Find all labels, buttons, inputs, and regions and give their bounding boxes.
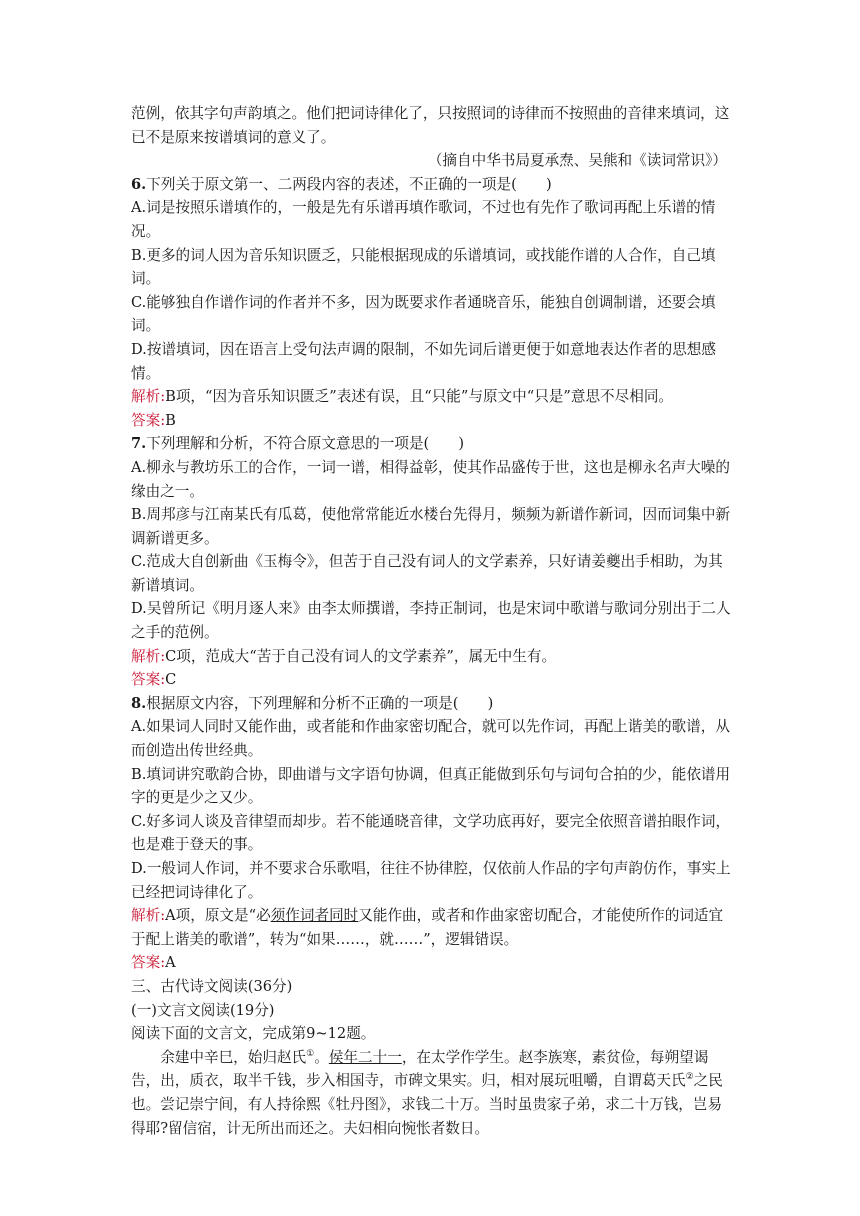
analysis-text: B项，“因为音乐知识匮乏”表述有误，且“只能”与原文中“只是”意思不尽相同。 — [165, 388, 674, 406]
question-text: 根据原文内容，下列理解和分析不正确的一项是( ) — [146, 694, 494, 712]
answer — [131, 951, 731, 975]
section-heading: 三、古代诗文阅读(36分) — [131, 977, 293, 995]
question-text: 下列理解和分析，不符合原文意思的一项是( ) — [146, 435, 465, 453]
answer-label: 答案: — [131, 411, 166, 429]
option-b: B.周邦彦与江南某氏有瓜葛，使他常常能近水楼台先得月，频频为新谱作新词，因而词集中新调新谱更多。 — [131, 506, 731, 547]
analysis-label: 解析: — [131, 907, 166, 925]
question-8 — [131, 692, 731, 975]
question-7 — [131, 432, 731, 692]
option-c: C.能够独自作谱作词的作者并不多，因为既要求作者通晓音乐，能独自创调制谱，还要会填词。 — [131, 293, 716, 335]
subsection-heading: (一)文言文阅读(19分) — [131, 1001, 275, 1019]
question-stem — [131, 692, 731, 716]
analysis-text: C项，范成大“苦于自己没有词人的文学素养”，属无中生有。 — [165, 647, 557, 665]
source-citation: （摘自中华书局夏承焘、吴熊和《读词常识》） — [427, 152, 727, 170]
option-d: D.一般词人作词，并不要求合乐歌唱，往往不协律腔，仅依前人作品的字句声韵仿作，事实上已经把词诗律化了。 — [131, 860, 731, 901]
answer-label: 答案: — [131, 671, 166, 689]
answer-value: A — [165, 954, 176, 972]
analysis-label: 解析: — [131, 388, 166, 406]
option-b: B.更多的词人因为音乐知识匮乏，只能根据现成的乐谱填词，或找能作谱的人合作，自己填词。 — [131, 246, 716, 288]
option-c: C.好多词人谈及音律望而却步。若不能通晓音律，文学功底再好，要完全依照音谱拍眼作词，也是难于登天的事。 — [131, 812, 731, 854]
question-stem — [131, 432, 731, 456]
answer — [131, 668, 731, 692]
option-d: D.按谱填词，因在语言上受句法声调的限制，不如先词后谱更便于如意地表达作者的思想感情。 — [131, 340, 716, 382]
answer-label: 答案: — [131, 954, 166, 972]
question-text: 下列关于原文第一、二两段内容的表述，不正确的一项是( ) — [146, 175, 552, 193]
question-6 — [131, 173, 731, 433]
analysis-label: 解析: — [131, 647, 166, 665]
passage-text: 余建中辛巳，始归赵氏 — [160, 1048, 307, 1066]
question-number: 7. — [131, 435, 147, 453]
passage-text: 。 — [314, 1048, 329, 1066]
option-d: D.吴曾所记《明月逐人来》由李太师撰谱，李持正制词，也是宋词中歌谱与歌词分别出于二人之手的范例。 — [131, 600, 731, 642]
option-c: C.范成大自创新曲《玉梅令》，但苦于自己没有词人的文学素养，只好请姜夔出手相助，为其新谱填词。 — [131, 553, 723, 594]
option-a: A.词是按照乐谱填作的，一般是先有乐谱再填作歌词，不过也有先作了歌词再配上乐谱的情况。 — [131, 199, 716, 240]
answer-value: B — [165, 411, 176, 429]
option-a: A.柳永与教坊乐工的合作，一词一谱，相得益彰，使其作品盛传于世，这也是柳永名声大噪的缘由之一。 — [131, 458, 730, 500]
footnote-marker-1: ① — [306, 1048, 315, 1059]
classical-passage — [131, 1046, 731, 1140]
footnote-marker-2: ② — [685, 1072, 694, 1083]
reading-instruction: 阅读下面的文言文，完成第9~12题。 — [131, 1025, 376, 1043]
answer-value: C — [165, 671, 177, 689]
document-page — [131, 102, 731, 1140]
question-number: 6. — [131, 175, 147, 193]
analysis — [131, 904, 731, 951]
question-stem — [131, 173, 731, 197]
analysis — [131, 385, 731, 409]
passage-text: ，在太学作学生。赵李族寒，素贫俭，每朔望谒告，出，质衣，取半千钱，步入相国寺，市碑文果实。归，相对展玩咀嚼，自谓葛天氏 — [131, 1048, 709, 1090]
question-number: 8. — [131, 694, 147, 712]
analysis-text-underlined: 须作词者同时 — [270, 907, 359, 925]
passage-text: 之民也。尝记崇宁间，有人持徐熙《牡丹图》，求钱二十万。当时虽贵家子弟，求二十万钱，岂易得耶?留信宿，计无所出而还之。夫妇相向惋怅者数日。 — [131, 1072, 723, 1137]
underlined-sentence: 侯年二十一 — [328, 1048, 402, 1066]
intro-paragraph: 范例，依其字句声韵填之。他们把词诗律化了，只按照词的诗律而不按照曲的音律来填词，这已不是原来按谱填词的意义了。 — [131, 105, 730, 146]
option-a: A.如果词人同时又能作曲，或者能和作曲家密切配合，就可以先作词，再配上谐美的歌谱，从而创造出传世经典。 — [131, 718, 730, 760]
answer — [131, 409, 731, 433]
option-b: B.填词讲究歌韵合协，即曲谱与文字语句协调，但真正能做到乐句与词句合拍的少，能依谱用字的更是少之又少。 — [131, 765, 731, 807]
analysis-text-pre: A项，原文是“必 — [165, 907, 271, 925]
analysis-text-post: 又能作曲，或者和作曲家密切配合，才能使所作的词适宜于配上谐美的歌谱”，转为“如果……，就……”，逻辑错误。 — [131, 907, 724, 948]
analysis — [131, 645, 731, 669]
